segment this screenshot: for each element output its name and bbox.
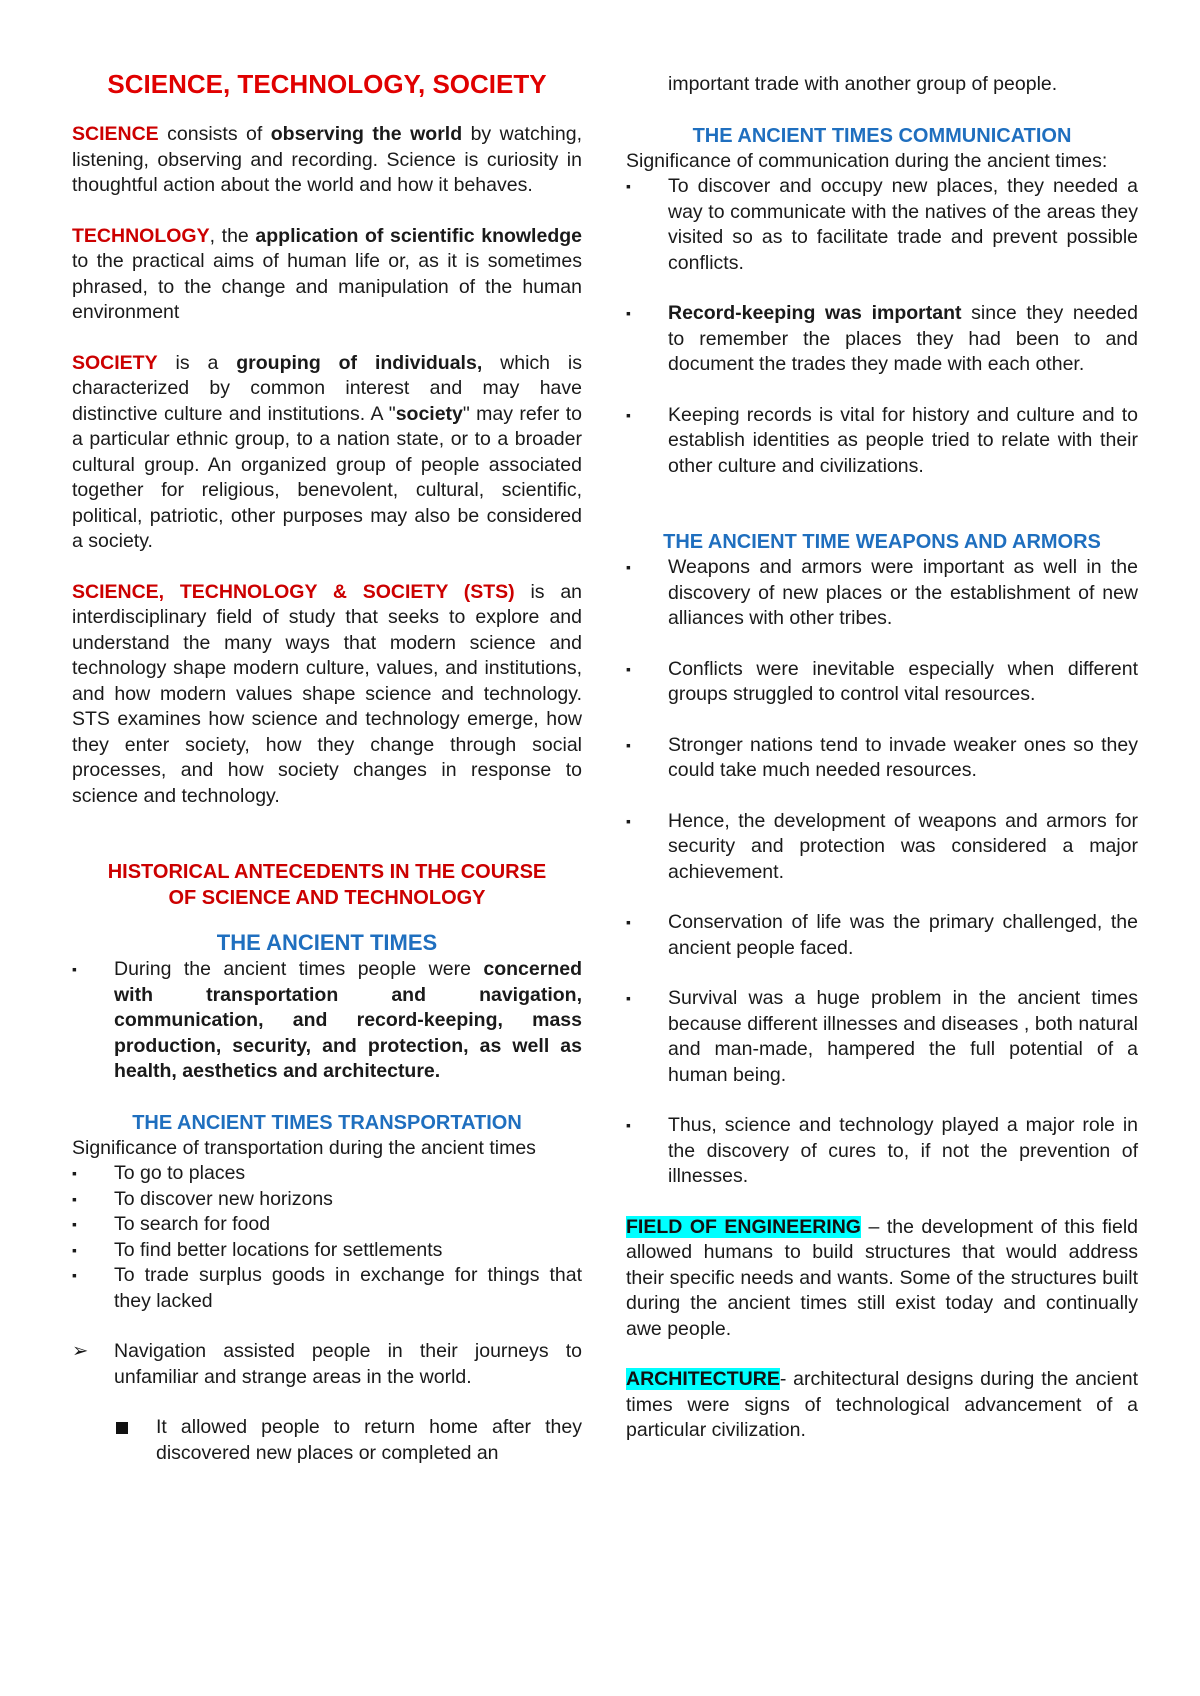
right-column: [626, 72, 1138, 1444]
list-item: ▪ Conservation of life was the primary challenged, the ancient people faced.: [626, 911, 1138, 959]
engineering-term: FIELD OF ENGINEERING: [626, 1215, 861, 1238]
list-item: ▪ Hence, the development of weapons and armors for security and protection was considered a major achievement.: [626, 809, 1138, 883]
society-term: SOCIETY: [72, 351, 158, 374]
list-item: ▪ Stronger nations tend to invade weaker ones so they could take much needed resources.: [626, 733, 1138, 781]
bullet-icon: ▪: [626, 178, 631, 194]
ancient-times-list: [72, 957, 582, 1085]
bullet-icon: ▪: [72, 1190, 77, 1207]
list-item: ▪ Thus, science and technology played a major role in the discovery of cures to, if not the prevention of illnesses.: [626, 1114, 1138, 1187]
bullet-icon: ▪: [626, 812, 631, 829]
list-item: ▪ Record-keeping was important since they needed to remember the places they had been to and document the trades they made with each other.: [626, 302, 1138, 375]
sts-term: SCIENCE, TECHNOLOGY & SOCIETY (STS): [72, 580, 515, 603]
technology-definition: TECHNOLOGY, the application of scientific knowledge to the practical aims of human life or, as it is sometimes phrased, to the change and manipulation of the human environment: [72, 224, 582, 323]
left-column: [72, 68, 582, 1466]
bullet-icon: ▪: [626, 406, 631, 423]
arrow-icon: ➢: [72, 1340, 89, 1362]
transportation-list: [72, 1161, 582, 1314]
society-definition: SOCIETY is a grouping of individuals, which is characterized by common interest and may have distinctive culture and institutions. A "society" may refer to a particular ethnic group, to a nation state, or to a broader cultural group. An organized group of people associated together for religious, benevolent, cultural, scientific, political, patriotic, other purposes may also be considered a society.: [72, 351, 583, 552]
list-item: ▪ Weapons and armors were important as well in the discovery of new places or the establishment of new alliances with other tribes.: [626, 556, 1138, 629]
bullet-icon: ▪: [72, 961, 77, 977]
list-item: ▪ To discover and occupy new places, they needed a way to communicate with the natives of the areas they visited so as to facilitate trade and prevent possible conflicts.: [626, 175, 1138, 274]
weapons-list: [626, 555, 1138, 1190]
ancient-times-heading: THE ANCIENT TIMES: [216, 930, 438, 955]
engineering-paragraph: FIELD OF ENGINEERING – the development of this field allowed humans to build structures that would address their specific needs and wants. Some of the structures built during the ancient times still exist today and continually awe people.: [626, 1215, 1139, 1340]
list-item: ▪ To search for food: [72, 1212, 582, 1238]
historical-heading: HISTORICAL ANTECEDENTS IN THE COURSE OF SCIENCE AND TECHNOLOGY: [107, 861, 547, 909]
transportation-heading: THE ANCIENT TIMES TRANSPORTATION: [132, 1111, 522, 1134]
return-home-item: It allowed people to return home after they discovered new places or completed an: [72, 1415, 582, 1466]
return-home-continued: important trade with another group of people.: [668, 73, 1058, 95]
communication-heading: THE ANCIENT TIMES COMMUNICATION: [692, 124, 1072, 147]
science-term: SCIENCE: [72, 123, 159, 145]
bullet-icon: ▪: [626, 660, 631, 677]
bullet-icon: ▪: [72, 1241, 77, 1258]
bullet-icon: ▪: [626, 305, 631, 321]
list-item: ▪ To find better locations for settlements: [72, 1238, 582, 1264]
bullet-icon: ▪: [626, 736, 631, 753]
list-item: ▪ During the ancient times people were concerned with transportation and navigation, communication, and record-keeping, mass production, security, and protection, as well as health, aesthetics and architecture.: [72, 958, 582, 1082]
bullet-icon: ▪: [626, 914, 631, 930]
list-item: ▪ Conflicts were inevitable especially when different groups struggled to control vital resources.: [626, 657, 1138, 705]
list-item: ▪ To discover new horizons: [72, 1187, 582, 1213]
page-title: SCIENCE, TECHNOLOGY, SOCIETY: [107, 69, 547, 99]
technology-term: TECHNOLOGY: [72, 224, 210, 247]
communication-intro: Significance of communication during the ancient times:: [626, 149, 1108, 172]
list-item: ▪ To trade surplus goods in exchange for things that they lacked: [72, 1264, 582, 1312]
weapons-heading: THE ANCIENT TIME WEAPONS AND ARMORS: [663, 531, 1101, 553]
navigation-item: ➢ Navigation assisted people in their journeys to unfamiliar and strange areas in the world.: [72, 1340, 582, 1388]
architecture-term: ARCHITECTURE: [626, 1368, 780, 1390]
bullet-icon: ▪: [626, 990, 631, 1006]
communication-list: [626, 174, 1138, 479]
list-item: ▪ To go to places: [72, 1161, 582, 1187]
square-bullet-icon: [116, 1422, 128, 1434]
list-item: ▪ Keeping records is vital for history and culture and to establish identities as people tried to relate with their other culture and civilizations.: [626, 403, 1138, 477]
bullet-icon: ▪: [72, 1165, 77, 1181]
science-definition: SCIENCE consists of observing the world by watching, listening, observing and recording. Science is curiosity in thoughtful action about the world and how it behaves.: [72, 123, 582, 196]
sts-definition: SCIENCE, TECHNOLOGY & SOCIETY (STS) is an interdisciplinary field of study that seeks to explore and understand the many ways that modern science and technology shape modern culture, values, and institutions, and how modern values shape science and technology. STS examines how science and technology emerge, how they enter society, how they change through social processes, and how society changes in response to science and technology.: [72, 580, 583, 807]
bullet-icon: ▪: [626, 559, 631, 575]
bullet-icon: ▪: [626, 1117, 631, 1133]
transportation-intro: Significance of transportation during the ancient times: [72, 1136, 536, 1159]
bullet-icon: ▪: [72, 1267, 77, 1283]
bullet-icon: ▪: [72, 1216, 77, 1232]
list-item: ▪ Survival was a huge problem in the ancient times because different illnesses and diseases , both natural and man-made, hampered the full potential of a human being.: [626, 987, 1138, 1086]
architecture-paragraph: ARCHITECTURE- architectural designs during the ancient times were signs of technological advancement of a particular civilization.: [626, 1368, 1138, 1441]
